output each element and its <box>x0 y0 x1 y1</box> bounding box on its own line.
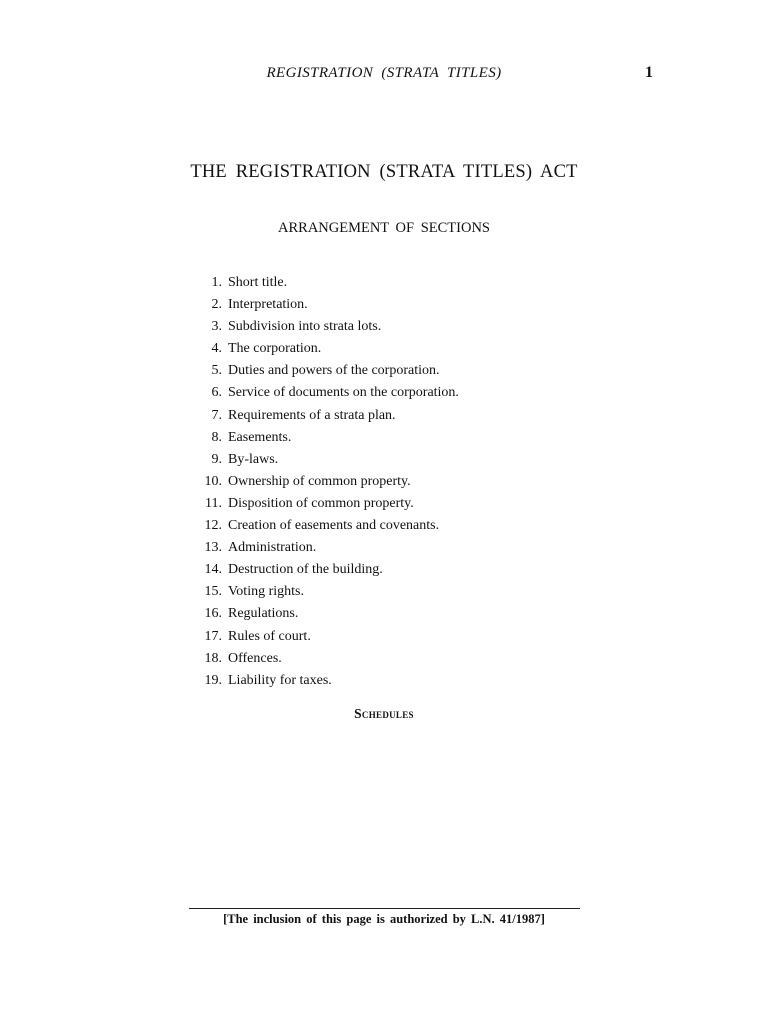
section-item <box>192 493 459 515</box>
section-number: 9. <box>211 451 222 467</box>
section-item <box>192 405 459 427</box>
section-title: By-laws. <box>228 451 279 467</box>
section-title: Ownership of common property. <box>228 473 411 489</box>
section-item <box>192 559 459 581</box>
section-title: Subdivision into strata lots. <box>228 319 382 335</box>
section-item <box>192 272 459 294</box>
section-title: The corporation. <box>228 341 322 357</box>
section-item <box>192 471 459 493</box>
section-title: Rules of court. <box>228 628 311 644</box>
section-number: 16. <box>204 606 222 622</box>
section-number: 14. <box>204 562 222 578</box>
section-item <box>192 515 459 537</box>
section-title: Duties and powers of the corporation. <box>228 363 440 379</box>
section-item <box>192 537 459 559</box>
section-item <box>192 581 459 603</box>
arrangement-heading: ARRANGEMENT OF SECTIONS <box>278 220 490 236</box>
section-title: Administration. <box>228 540 317 556</box>
section-number: 11. <box>205 495 222 511</box>
section-item <box>192 382 459 404</box>
section-item <box>192 626 459 648</box>
section-title: Liability for taxes. <box>228 672 332 688</box>
section-item <box>192 449 459 471</box>
section-title: Destruction of the building. <box>228 562 383 578</box>
section-number: 12. <box>204 518 222 534</box>
schedules-heading: Schedules <box>354 706 414 721</box>
section-number: 19. <box>204 672 222 688</box>
section-item <box>192 670 459 692</box>
footer-divider <box>189 908 580 909</box>
section-number: 17. <box>204 628 222 644</box>
section-number: 6. <box>211 385 222 401</box>
section-title: Service of documents on the corporation. <box>228 385 459 401</box>
section-title: Easements. <box>228 429 292 445</box>
page-number: 1 <box>645 64 653 81</box>
section-number: 10. <box>204 473 222 489</box>
section-item <box>192 294 459 316</box>
section-item <box>192 648 459 670</box>
section-number: 18. <box>204 650 222 666</box>
section-number: 3. <box>211 319 222 335</box>
section-title: Interpretation. <box>228 297 308 313</box>
section-title: Voting rights. <box>228 584 304 600</box>
section-title: Disposition of common property. <box>228 495 414 511</box>
section-item <box>192 338 459 360</box>
section-number: 5. <box>211 363 222 379</box>
section-number: 15. <box>204 584 222 600</box>
section-item <box>192 316 459 338</box>
authorization-note: [The inclusion of this page is authorized by L.N. 41/1987] <box>223 912 545 926</box>
section-title: Offences. <box>228 650 282 666</box>
section-number: 2. <box>211 297 222 313</box>
section-title: Short title. <box>228 275 288 290</box>
section-number: 1. <box>211 275 222 290</box>
section-item <box>192 603 459 625</box>
section-number: 13. <box>204 540 222 556</box>
section-number: 8. <box>211 429 222 445</box>
section-number: 7. <box>211 407 222 423</box>
running-header: REGISTRATION (STRATA TITLES) <box>266 65 502 81</box>
section-title: Regulations. <box>228 606 299 622</box>
section-title: Requirements of a strata plan. <box>228 407 396 423</box>
section-title: Creation of easements and covenants. <box>228 518 440 534</box>
act-title: THE REGISTRATION (STRATA TITLES) ACT <box>190 162 578 182</box>
sections-list <box>192 272 459 692</box>
section-number: 4. <box>211 341 222 357</box>
section-item <box>192 360 459 382</box>
section-item <box>192 427 459 449</box>
